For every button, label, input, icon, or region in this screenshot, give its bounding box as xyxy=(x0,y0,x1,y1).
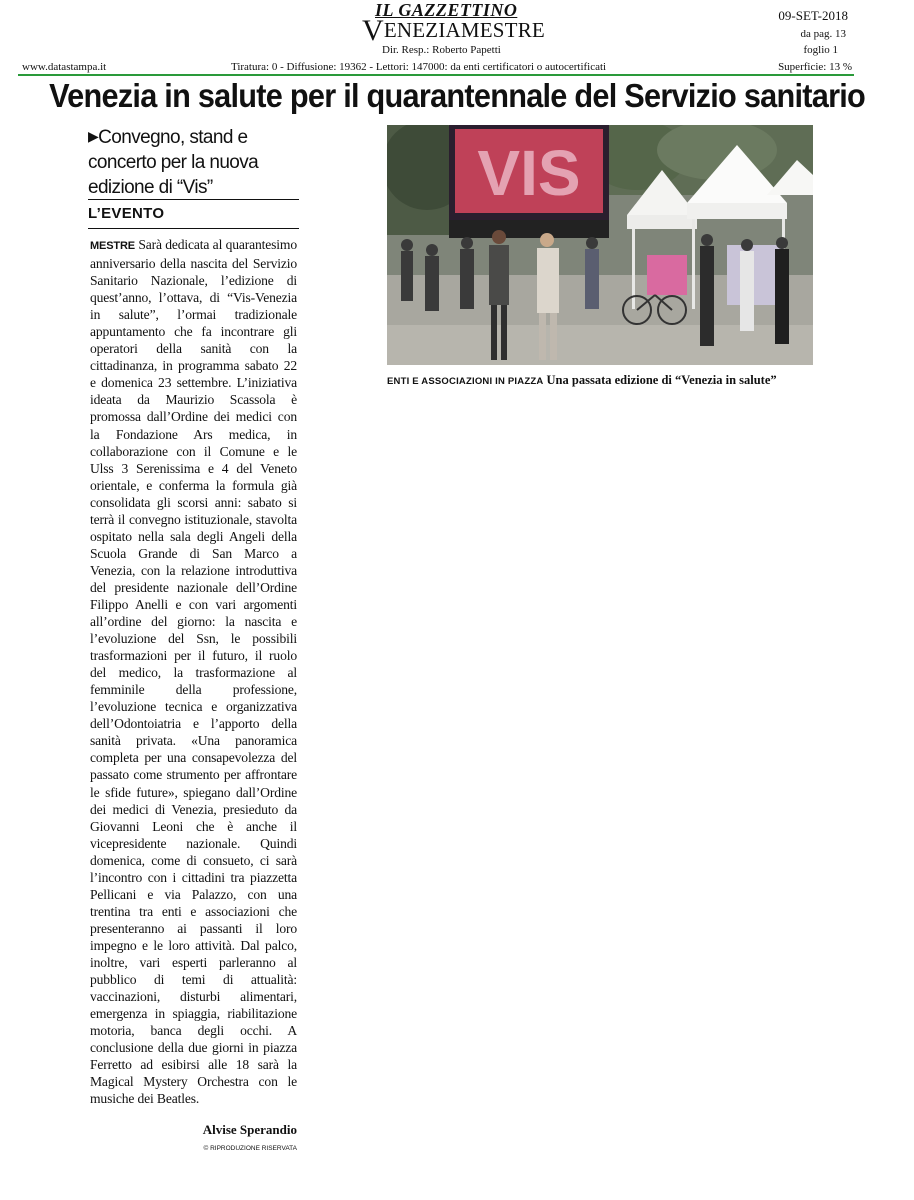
issue-date: 09-SET-2018 xyxy=(778,8,848,23)
edition-rest: ENEZIAMESTRE xyxy=(383,18,545,42)
caption-text: Una passata edizione di “Venezia in salute” xyxy=(546,373,777,387)
website-link[interactable]: www.datastampa.it xyxy=(22,61,107,73)
article-author: Alvise Sperandio xyxy=(202,1122,297,1137)
photo-caption xyxy=(387,373,777,388)
event-photo xyxy=(387,125,813,365)
section-divider-top xyxy=(88,199,299,200)
director-line: Dir. Resp.: Roberto Papetti xyxy=(382,44,501,56)
article-body xyxy=(90,236,297,1107)
publication-edition xyxy=(362,14,545,48)
caption-label: ENTI E ASSOCIAZIONI IN PIAZZA xyxy=(387,376,544,387)
event-photo-image xyxy=(387,125,813,365)
surface-info: Superficie: 13 % xyxy=(778,61,852,73)
edition-initial: V xyxy=(362,14,384,47)
publication-title: IL GAZZETTINO xyxy=(375,0,518,20)
section-label: L’EVENTO xyxy=(88,205,165,222)
dateline-location: MESTRE xyxy=(90,240,135,252)
screen-graphic-text: VIS xyxy=(477,137,581,209)
article-headline: Venezia in salute per il quarantennale del Servizio sanitario xyxy=(49,77,866,114)
article-body-text: Sarà dedicata al quarantesimo anniversario della nascita del Servizio Sanitario Nazionale, l’edizione di quest’anno, l’ottava, di “Vis-Venezia in salute”, l’ormai tradizionale appuntamento che fa incontrare gli operatori della sanità con la cittadinanza, in programma sabato 22 e domenica 23 settembre. L’iniziativa ideata da Maurizio Scassola è promossa dall’Ordine dei medici con la Fondazione Ars medica, in collaborazione con il Comune e le Ulss 3 Serenissima e 4 del Veneto orientale, e conferma la formula già consolidata gli scorsi anni: sabato si terrà il convegno istituzionale, stavolta ospitato nella sala degli Angeli della Scuola Grande di San Marco a Venezia, con la relazione introduttiva del presidente nazionale dell’Ordine Filippo Anelli e con vari argomenti all’ordine del giorno: la nascita e l’evoluzione del Ssn, le possibili trasformazioni per il futuro, il ruolo del medico, la trasformazione al femminile della professione, l’evoluzione tecnica e organizzativa dell’Odontoiatria e l’apporto della sanità privata. «Una panoramica completa per una consapevolezza del passato come strumento per affrontare le sfide future», spiegano dall’Ordine dei medici di Venezia, presieduto da Giovanni Leoni che è anche il vicepresidente nazionale. Quindi domenica, come di consueto, ci sarà l’incontro con i cittadini tra piazzetta Pellicani e via Palazzo, con una trentina tra enti e associazioni che presenteranno ai passanti il loro impegno e le loro attività. Dal palco, inoltre, vari esperti parleranno al pubblico di temi di attualità: vaccinazioni, disturbi alimentari, emergenza in spiaggia, riabilitazione motoria, banca degli occhi. A conclusione della due giorni in piazza Ferretto ad esibirsi alle 18 sarà la Magical Mystery Orchestra con le musiche dei Beatles. xyxy=(90,237,297,1107)
article-summary xyxy=(88,124,318,200)
header-divider xyxy=(18,74,854,76)
section-divider-bottom xyxy=(88,228,299,229)
circulation-info: Tiratura: 0 - Diffusione: 19362 - Lettori: 147000: da enti certificatori o autocertificati xyxy=(231,61,607,73)
page-reference: da pag. 13 xyxy=(800,28,846,40)
sheet-number: foglio 1 xyxy=(803,44,838,56)
summary-text: Convegno, stand e concerto per la nuova edizione di “Vis” xyxy=(88,127,259,198)
triangle-marker-icon: ▶ xyxy=(88,128,99,144)
copyright-notice: © RIPRODUZIONE RISERVATA xyxy=(203,1145,297,1152)
